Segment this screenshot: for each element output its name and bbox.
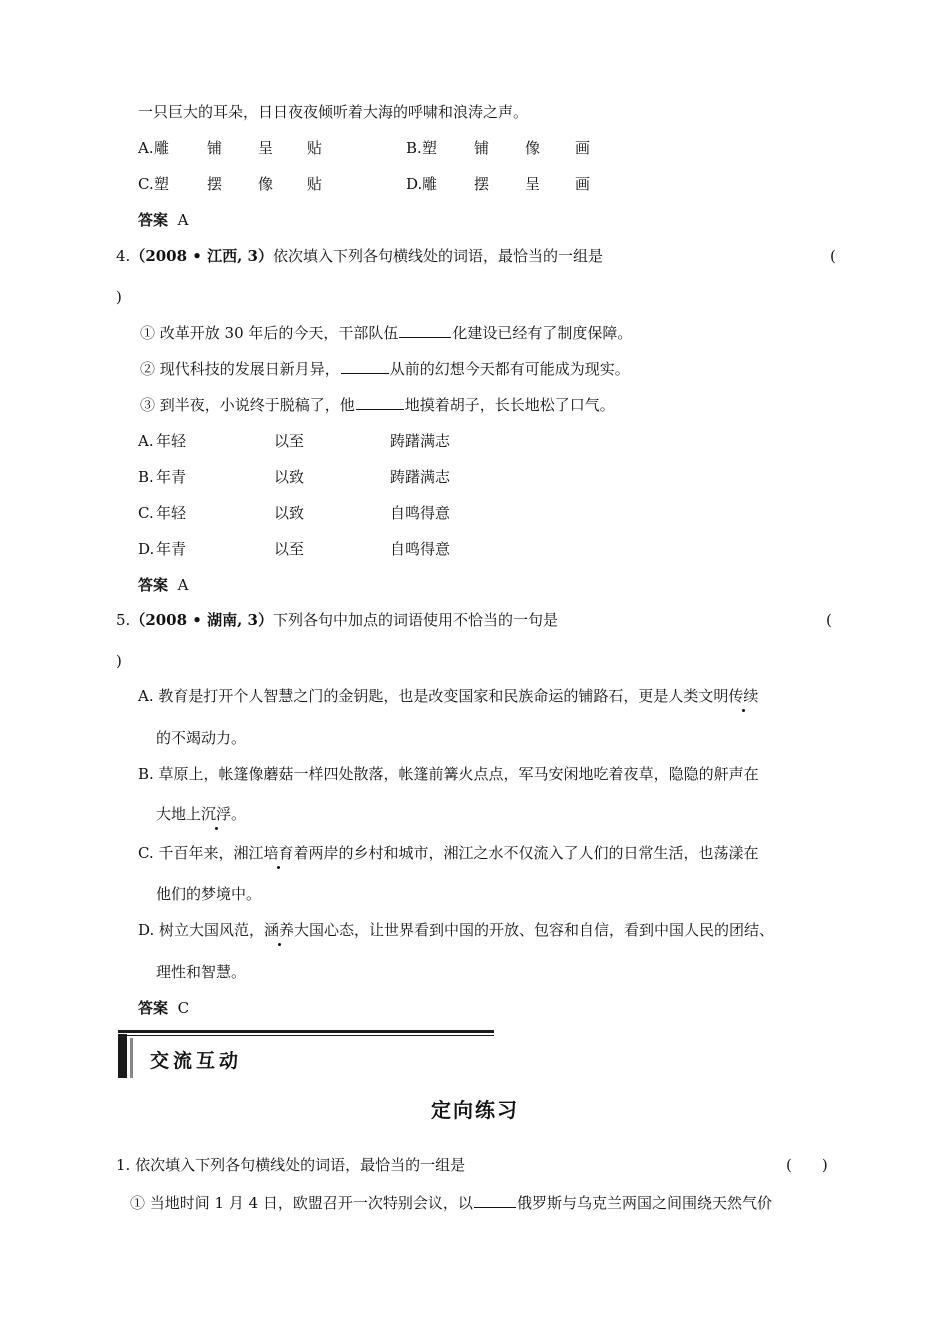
dotted-word: 培育 [263, 844, 294, 862]
q5-paren-open: ( [826, 611, 832, 629]
q5-paren-close: ) [116, 652, 122, 670]
q4-blank-2 [341, 358, 389, 374]
q5-answer: 答案 C [138, 999, 190, 1017]
dotted-word: 涵养 [264, 921, 295, 939]
q4-sentence-2: ② 现代科技的发展日新月异， 从前的幻想今天都有可能成为现实。 [140, 360, 630, 378]
q5-stem: 5.（2008 • 湖南, 3）下列各句中加点的词语使用不恰当的一句是 [116, 611, 558, 629]
banner-title: 交流互动 [150, 1050, 243, 1072]
dotted-word: 传续 [728, 687, 759, 705]
p1-blank-1 [474, 1192, 516, 1208]
q4-paren-open: ( [830, 247, 836, 265]
q4-blank-1 [399, 322, 451, 338]
q4-answer: 答案 A [138, 576, 189, 594]
q3-answer: 答案 A [138, 211, 189, 229]
section-title: 定向练习 [431, 1098, 519, 1122]
p1-stem: 1. 依次填入下列各句横线处的词语，最恰当的一组是 [116, 1156, 466, 1174]
q3-stem-tail: 一只巨大的耳朵，日日夜夜倾听着大海的呼啸和浪涛之声。 [138, 103, 529, 121]
p1-sentence-1: ① 当地时间 1 月 4 日，欧盟召开一次特别会议，以 俄罗斯与乌克兰两国之间围绕天然气价 [130, 1194, 772, 1212]
q4-blank-3 [356, 394, 404, 410]
q4-paren-close: ) [116, 288, 122, 306]
section-banner [118, 1030, 494, 1078]
p1-answer-paren: ( ) [786, 1156, 828, 1174]
q4-stem: 4.（2008 • 江西, 3）依次填入下列各句横线处的词语，最恰当的一组是 [116, 247, 603, 265]
dotted-word: 沉浮 [201, 805, 232, 823]
q4-sentence-1: ① 改革开放 30 年后的今天，干部队伍 化建设已经有了制度保障。 [140, 324, 633, 342]
q4-sentence-3: ③ 到半夜，小说终于脱稿了，他 地摸着胡子，长长地松了口气。 [140, 396, 615, 414]
